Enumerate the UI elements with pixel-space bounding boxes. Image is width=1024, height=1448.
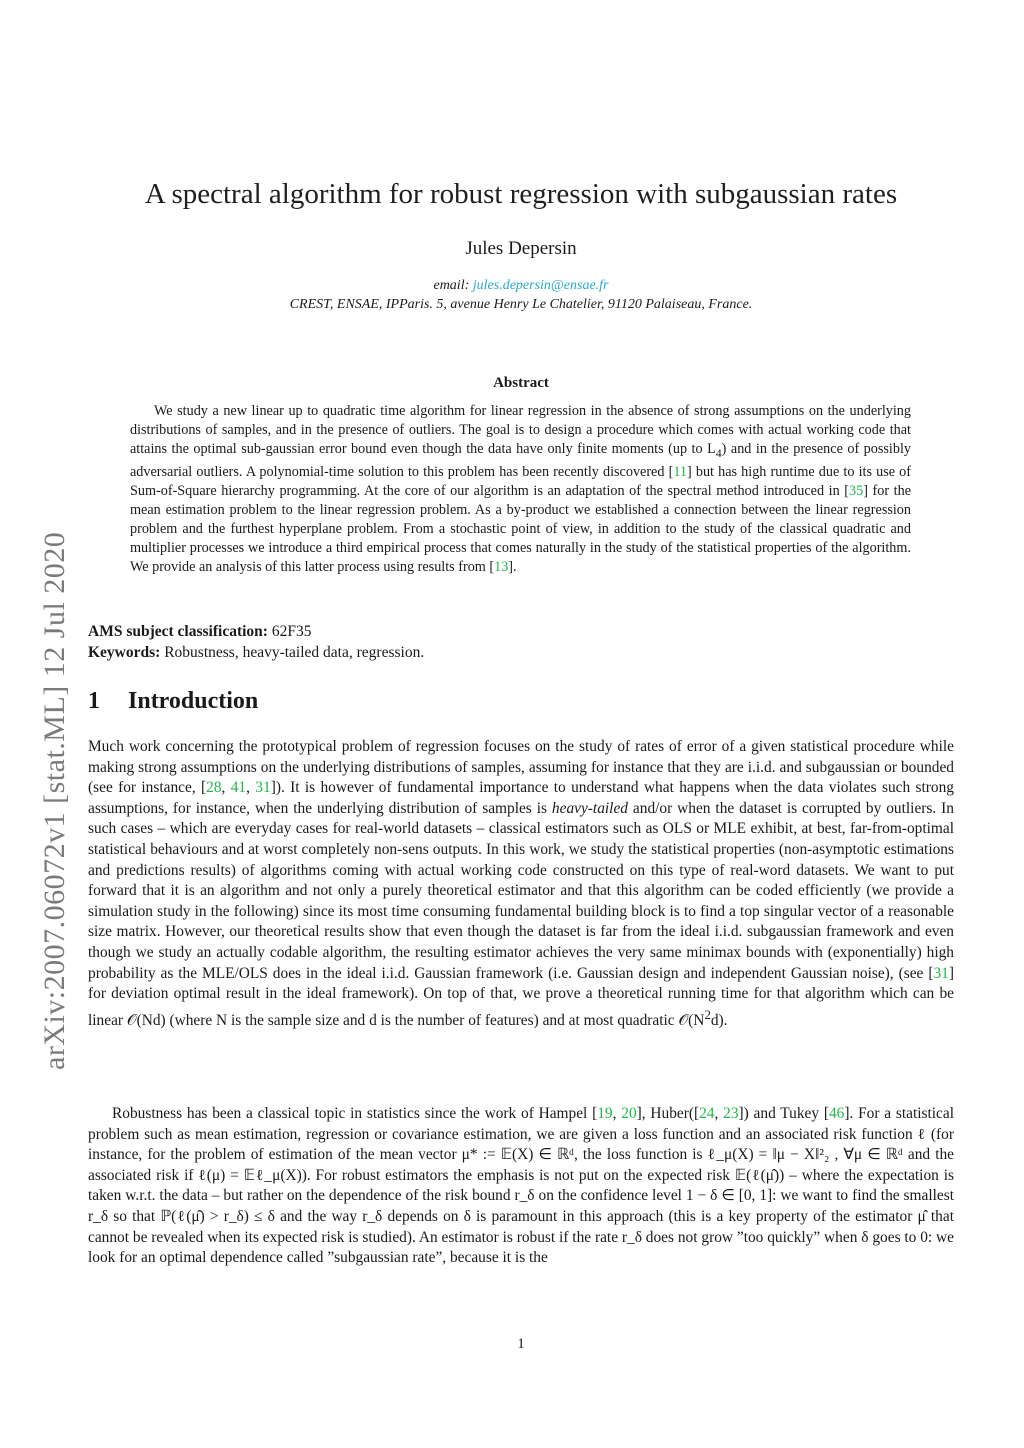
ams-classification: AMS subject classification: 62F35 xyxy=(88,623,312,640)
paper-title: A spectral algorithm for robust regression with subgaussian rates xyxy=(144,178,898,210)
arxiv-identifier: arXiv:2007.06072v1 [stat.ML] 12 Jul 2020 xyxy=(38,531,71,1070)
citation-link[interactable]: 31 xyxy=(933,964,949,982)
citation-link[interactable]: 28 xyxy=(206,779,222,797)
affiliation: CREST, ENSAE, IPParis. 5, avenue Henry Le Chatelier, 91120 Palaiseau, France. xyxy=(289,297,753,312)
citation-link[interactable]: 20 xyxy=(621,1105,637,1122)
citation-link[interactable]: 11 xyxy=(673,463,687,480)
citation-link[interactable]: 24 xyxy=(699,1105,715,1122)
author-name: Jules Depersin xyxy=(465,238,577,259)
citation-link[interactable]: 46 xyxy=(828,1105,845,1122)
email-line xyxy=(88,278,954,294)
citation-link[interactable]: 19 xyxy=(597,1105,613,1122)
intro-paragraph-1: Much work concerning the prototypical problem of regression focuses on the study of rates of error of a given statistical procedure while making strong assumptions on the underlying distributions of samples, assuming for instance that they are i.i.d. and subgaussian or bounded (see for instance, [28, 41, 31]). It is however of fundamental importance to understand what happens when the data violates such strong assumptions, for instance, when the underlying distribution of samples is heavy-tailed and/or when the dataset is corrupted by outliers. In such cases – which are everyday cases for real-world datasets – classical estimators such as OLS or MLE exhibit, at best, far-from-optimal statistical behaviours and at worst completely non-sens outputs. In this work, we study the statistical properties (non-asymptotic estimations and predictions results) of algorithms coming with actual working code constructed on this type of real-word datasets. We want to put forward that it is an algorithm and not only a purely theoretical estimator and that this algorithm can be coded efficiently (we provide a simulation study in the following) since its most time consuming fundamental building block is to find a top singular vector of a reasonable size matrix. However, our theoretical results show that even though the dataset is far from the ideal i.i.d. subgaussian framework and even though we study an actually codable algorithm, the resulting estimator achieves the very same minimax bounds with (exponentially) high probability as the MLE/OLS does in the ideal i.i.d. Gaussian framework (i.e. Gaussian design and independent Gaussian noise), (see [31] for deviation optimal result in the ideal framework). On top of that, we prove a theoretical running time for that algorithm which can be linear 𝒪(Nd) (where N is the sample size and d is the number of features) and at most quadratic $𝒪(N^2d)$. xyxy=(88,738,954,1029)
abstract-heading: Abstract xyxy=(493,375,549,391)
email-link[interactable]: jules.depersin@ensae.fr xyxy=(472,278,609,293)
citation-link[interactable]: 23 xyxy=(723,1105,739,1122)
citation-link[interactable]: 31 xyxy=(255,779,271,797)
section-title: Introduction xyxy=(128,688,259,714)
section-heading xyxy=(88,688,258,715)
citation-link[interactable]: 35 xyxy=(849,482,864,499)
abstract-body: We study a new linear up to quadratic time algorithm for linear regression in the absence of strong assumptions on the underlying distributions of samples, and in the presence of outliers. The goal is to design a procedure which comes with actual working code that attains the optimal sub-gaussian error bound even though the data have only finite moments (up to $L_4$) and in the presence of possibly adversarial outliers. A polynomial-time solution to this problem has been recently discovered [11] but has high runtime due to its use of Sum-of-Square hierarchy programming. At the core of our algorithm is an adaptation of the spectral method introduced in [35] for the mean estimation problem to the linear regression problem. As a by-product we established a connection between the linear regression problem and the furthest hyperplane problem. From a stochastic point of view, in addition to the study of the classical quadratic and multiplier processes we introduce a third empirical process that comes naturally in the study of the statistical properties of the algorithm. We provide an analysis of this latter process using results from [13]. xyxy=(130,403,911,575)
citation-link[interactable]: 41 xyxy=(230,779,247,797)
keywords: Keywords: Robustness, heavy-tailed data, regression. xyxy=(88,644,425,661)
page-number: 1 xyxy=(517,1336,525,1352)
classification-block xyxy=(88,621,424,663)
intro-paragraph-2: Robustness has been a classical topic in statistics since the work of Hampel [19, 20], Huber([24, 23]) and Tukey [46]. For a statistical problem such as mean estimation, regression or covariance estimation, we are given a loss function and an associated risk function ℓ (for instance, for the problem of estimation of the mean vector μ* := 𝔼(X) ∈ ℝᵈ, the loss function is ℓ_μ(X) = ‖μ − X‖²₂ , ∀μ ∈ ℝᵈ and the associated risk if ℓ(μ) = 𝔼ℓ_μ(X)). For robust estimators the emphasis is not put on the expected risk 𝔼(ℓ(μ̂)) – where the expectation is taken w.r.t. the data – but rather on the dependence of the risk bound r_δ on the confidence level 1 − δ ∈ [0, 1]: we want to find the smallest r_δ so that ℙ(ℓ(μ̂) > r_δ) ≤ δ and the way r_δ depends on δ is paramount in this approach (this is a key property of the estimator μ̂ that cannot be revealed when its expected risk is studied). An estimator is robust if the rate r_δ does not grow ”too quickly” when δ goes to 0: we look for an optimal dependence called ”subgaussian rate”, because it is the xyxy=(88,1105,954,1267)
citation-link[interactable]: 13 xyxy=(494,558,509,575)
section-number: 1 xyxy=(88,688,100,714)
email-label: email: xyxy=(433,278,470,293)
